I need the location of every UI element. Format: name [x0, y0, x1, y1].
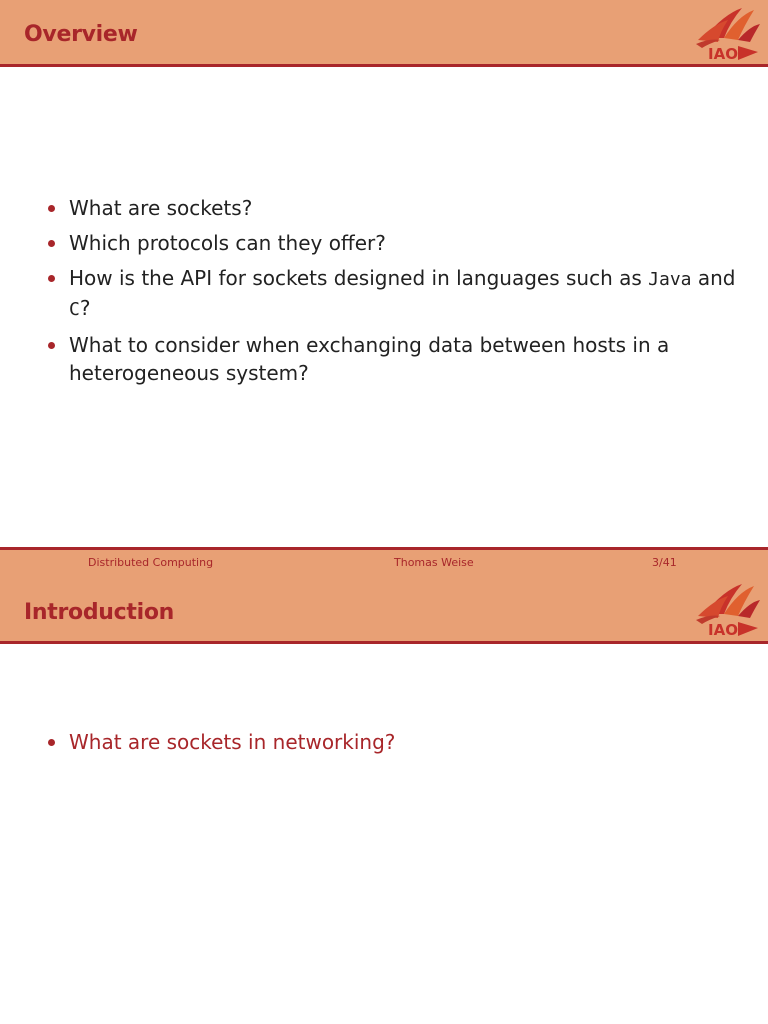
list-item: [46, 331, 746, 387]
frame-title-bar: [0, 574, 768, 644]
bullet-text: What to consider when exchanging data between hosts in a heterogeneous system?: [69, 333, 670, 385]
bullet-text: and: [691, 266, 736, 290]
logo-text: IAO: [708, 45, 738, 62]
frame-title-bar: [0, 0, 768, 67]
iao-logo-icon: [694, 580, 762, 638]
footer-page-number: 3/41: [652, 556, 677, 569]
bullet-list: [46, 728, 746, 763]
frame-title: Introduction: [24, 600, 175, 625]
bullet-text: ?: [79, 296, 91, 320]
code-c: C: [69, 299, 80, 320]
bullet-icon: [48, 240, 55, 247]
bullet-text: What are sockets in networking?: [69, 730, 396, 754]
list-item: [46, 229, 746, 257]
bullet-icon: [48, 342, 55, 349]
footer-bar: [0, 547, 768, 574]
logo-text: IAO: [708, 621, 738, 638]
iao-logo-icon: [694, 4, 762, 62]
list-item: [46, 264, 746, 324]
frame-title: Overview: [24, 22, 138, 47]
code-java: Java: [648, 269, 692, 290]
footer-course: Distributed Computing: [88, 556, 214, 569]
bullet-icon: [48, 205, 55, 212]
bullet-text: What are sockets?: [69, 196, 253, 220]
list-item: [46, 194, 746, 222]
bullet-text: How is the API for sockets designed in languages such as: [69, 266, 649, 290]
bullet-icon: [48, 739, 55, 746]
bullet-text: Which protocols can they offer?: [69, 231, 386, 255]
footer-author: Thomas Weise: [394, 556, 474, 569]
bullet-icon: [48, 275, 55, 282]
bullet-list: [46, 194, 746, 394]
list-item: [46, 728, 746, 756]
slide-introduction: [0, 574, 768, 1024]
